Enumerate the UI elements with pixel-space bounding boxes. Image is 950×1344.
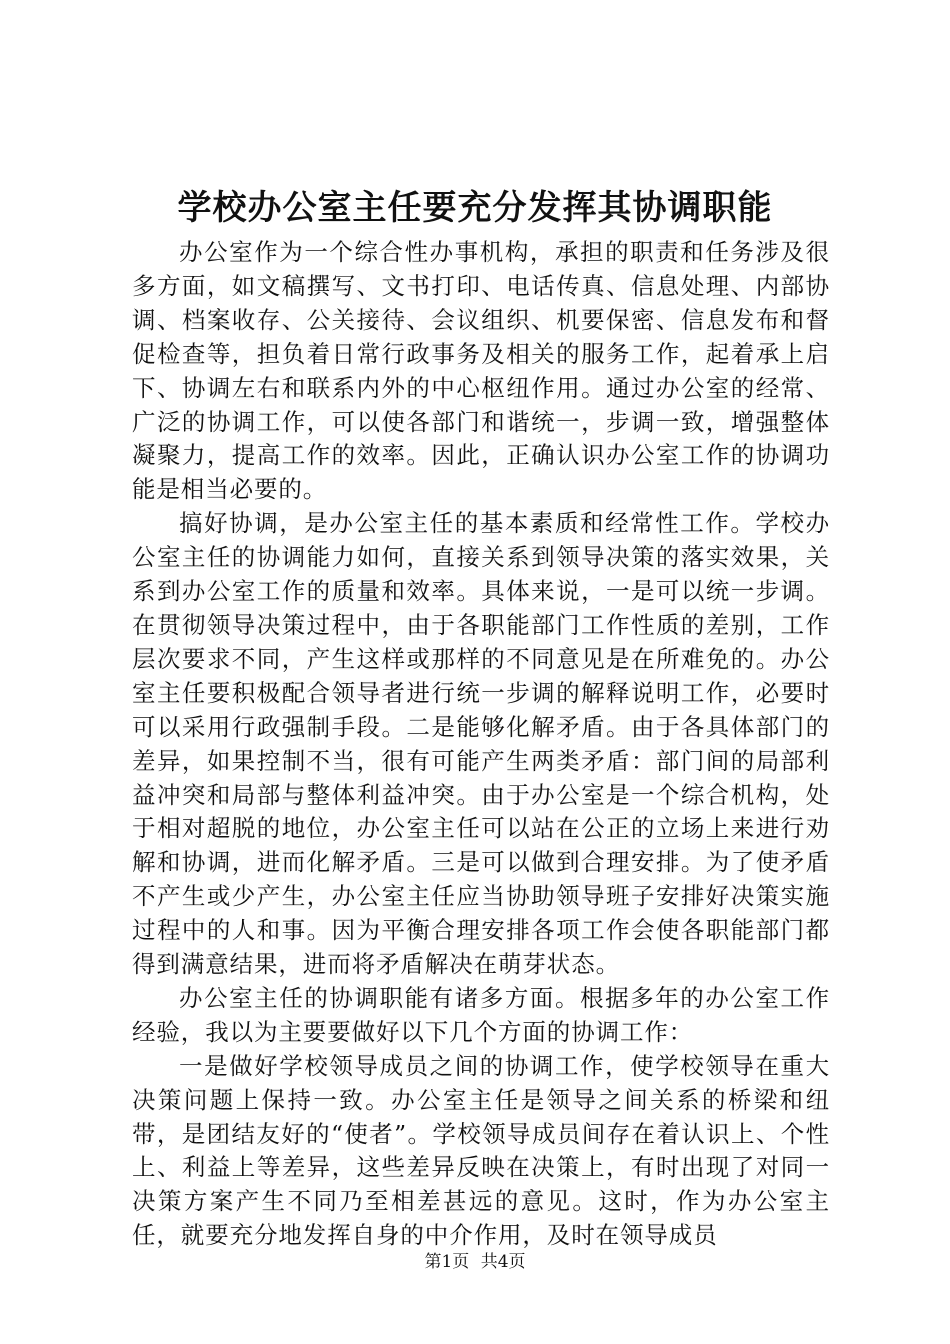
paragraph-4: 一是做好学校领导成员之间的协调工作，使学校领导在重大决策问题上保持一致。办公室主任是领导之间关系的桥梁和纽带，是团结友好的“使者”。学校领导成员间存在着认识上、个性上、利益上等差异，这些差异反映在决策上，有时出现了对同一决策方案产生不同乃至相差甚远的意见。这时，作为办公室主任，就要充分地发挥自身的中介作用，及时在领导成员	[132, 1051, 830, 1250]
paragraph-2: 搞好协调，是办公室主任的基本素质和经常性工作。学校办公室主任的协调能力如何，直接关系到领导决策的落实效果，关系到办公室工作的质量和效率。具体来说，一是可以统一步调。在贯彻领导决策过程中，由于各职能部门工作性质的差别，工作层次要求不同，产生这样或那样的不同意见是在所难免的。办公室主任要积极配合领导者进行统一步调的解释说明工作，必要时可以采用行政强制手段。二是能够化解矛盾。由于各具体部门的差异，如果控制不当，很有可能产生两类矛盾：部门间的局部利益冲突和局部与整体利益冲突。由于办公室是一个综合机构，处于相对超脱的地位，办公室主任可以站在公正的立场上来进行劝解和协调，进而化解矛盾。三是可以做到合理安排。为了使矛盾不产生或少产生，办公室主任应当协助领导班子安排好决策实施过程中的人和事。因为平衡合理安排各项工作会使各职能部门都得到满意结果，进而将矛盾解决在萌芽状态。	[132, 509, 830, 979]
page-footer	[0, 1250, 950, 1274]
page-number-total: 共4页	[480, 1252, 526, 1272]
paragraph-3: 办公室主任的协调职能有诸多方面。根据多年的办公室工作经验，我以为主要要做好以下几个方面的协调工作：	[132, 983, 830, 1046]
page-number-current: 第1页	[424, 1252, 470, 1272]
document-body	[132, 236, 830, 1253]
paragraph-1: 办公室作为一个综合性办事机构，承担的职责和任务涉及很多方面，如文稿撰写、文书打印、电话传真、信息处理、内部协调、档案收存、公关接待、会议组织、机要保密、信息发布和督促检查等，担负着日常行政事务及相关的服务工作，起着承上启下、协调左右和联系内外的中心枢纽作用。通过办公室的经常、广泛的协调工作，可以使各部门和谐统一，步调一致，增强整体凝聚力，提高工作的效率。因此，正确认识办公室工作的协调功能是相当必要的。	[132, 238, 830, 504]
document-title: 学校办公室主任要充分发挥其协调职能	[177, 188, 773, 228]
